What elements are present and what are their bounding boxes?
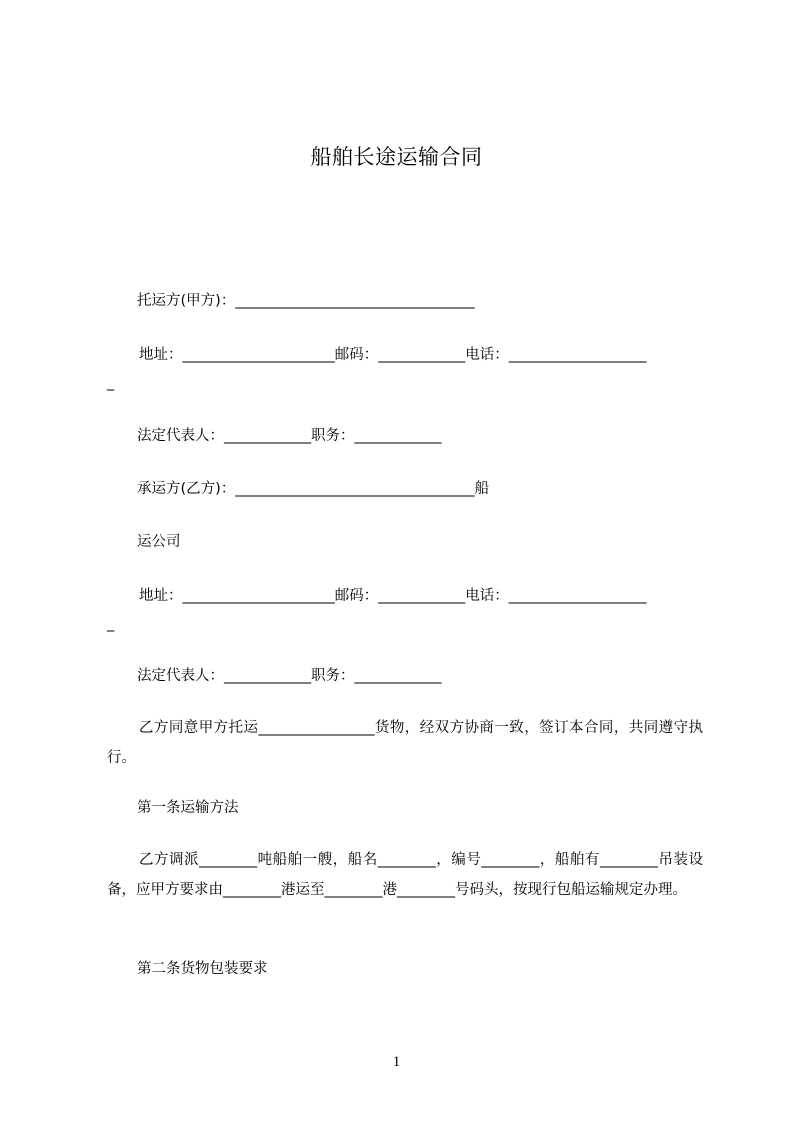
shipper-address-line: 地址：_____________________邮码：____________电话：___________________ bbox=[139, 347, 647, 363]
page-number: 1 bbox=[392, 1054, 401, 1070]
document-title: 船舶长途运输合同 bbox=[310, 145, 483, 169]
shipper-line: 托运方(甲方)：_________________________________ bbox=[137, 293, 475, 309]
agreement-paragraph: 乙方同意甲方托运________________货物，经双方协商一致，签订本合同，共同遵守执行。 bbox=[107, 720, 703, 766]
carrier-address-line: 地址：_____________________邮码：____________电话：___________________ bbox=[139, 588, 647, 604]
carrier-line-continuation: 运公司 bbox=[137, 534, 181, 550]
article-1-heading: 第一条运输方法 bbox=[137, 800, 239, 816]
shipper-address-overflow: _ bbox=[107, 375, 115, 391]
carrier-address-overflow: _ bbox=[107, 616, 115, 632]
shipper-representative-line: 法定代表人：____________职务：____________ bbox=[137, 428, 442, 444]
transport-method-paragraph: 乙方调派________吨船舶一艘，船名________，编号________，船舶有________吊装设备，应甲方要求由________港运至________港________号码头，按现行包船运输规定办理。 bbox=[107, 852, 703, 898]
carrier-representative-line: 法定代表人：____________职务：____________ bbox=[137, 668, 442, 684]
carrier-line: 承运方(乙方)：_________________________________船 bbox=[137, 481, 490, 497]
article-2-heading: 第二条货物包装要求 bbox=[137, 961, 268, 977]
